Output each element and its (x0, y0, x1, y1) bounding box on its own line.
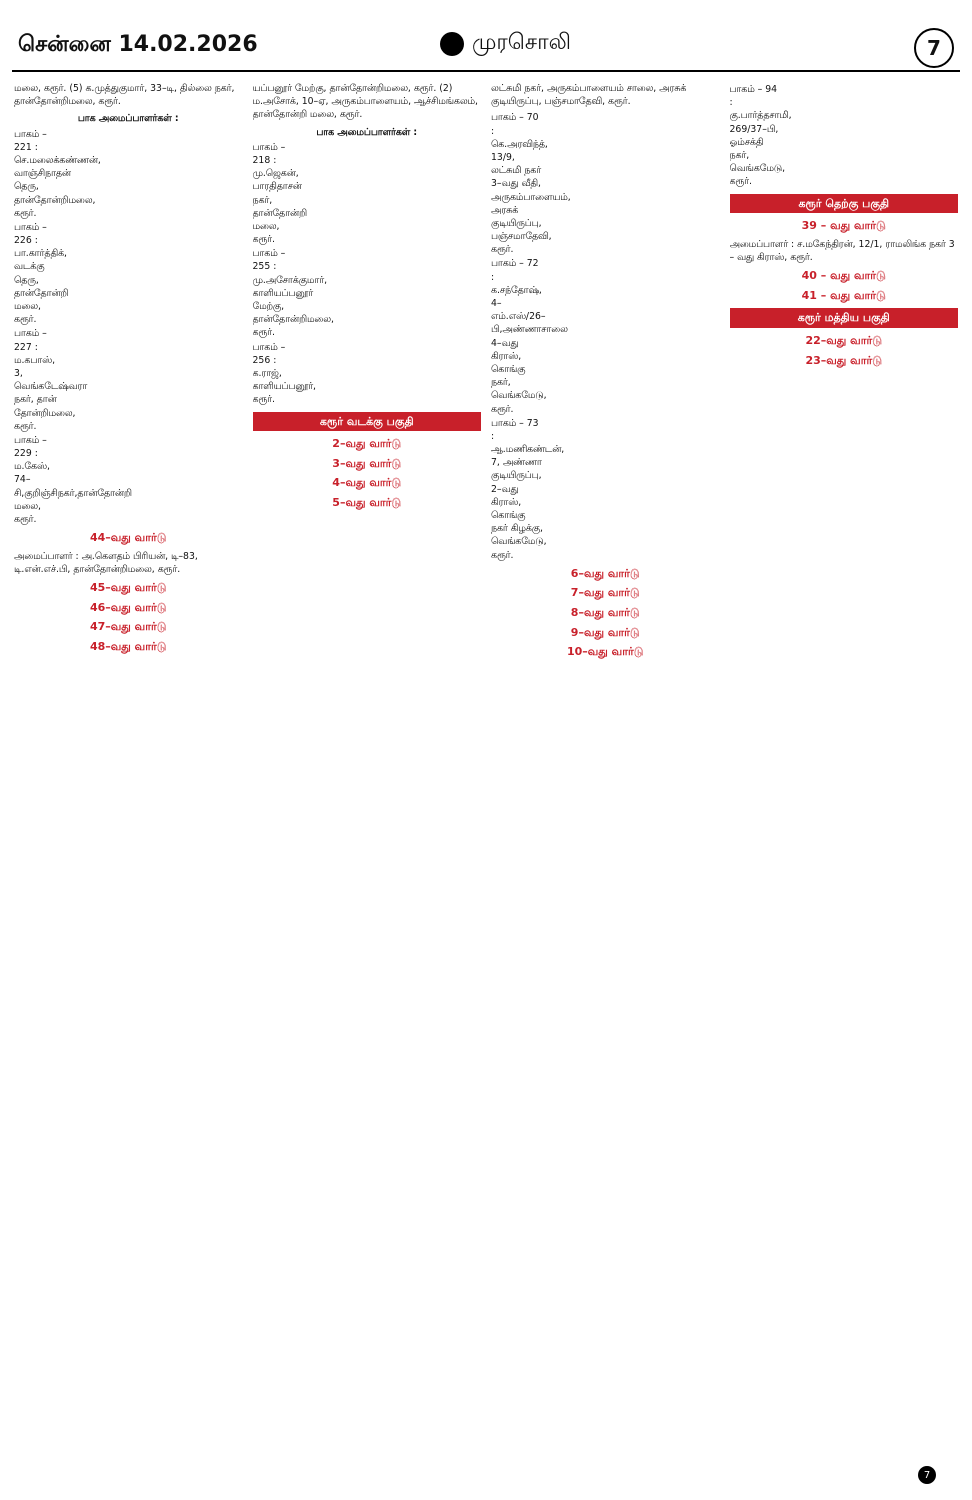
column-3: லட்சுமி நகர், அருகம்பாளையம் சாலை, அரசுக் குடியிருப்பு, பஞ்சமாதேவி, கரூர். பாகம் – 70 : கெ.அரவிந்த், 13/9, லட்சுமி நகர் 3–வது வீதி, அருகம்பாளையம், அரசுக் குடியிருப்பு, பஞ்சமாதேவி, கரூர். பாகம் – 72 : க.சந்தோஷ், 4–எம்.எஸ்/26–பி,அண்ணாசாலை 4–வது கிராஸ், கொங்கு நகர், வெங்கமேடு, கரூர். பாகம் – 73 : ஆ.மணிகண்டன், 7, அண்ணா குடியிருப்பு, 2–வது கிராஸ், கொங்கு நகர் கிழக்கு, வெங்கமேடு, கரூர். 6–வது வார்டு 7–வது வார்டு 8–வது வார்டு 9–வது வார்டு 10–வது வார்டு (491, 83, 687, 659)
sun-logo-icon (440, 32, 464, 56)
masthead-title: முரசொலி (472, 30, 571, 55)
date-line: சென்னை 14.02.2026 (18, 32, 258, 57)
masthead (440, 30, 571, 58)
page-number-badge: 7 (914, 28, 954, 68)
header-rule (12, 70, 960, 72)
column-1: மலை, கரூர். (5) க.முத்துகுமார், 33–டி, தில்லை நகர், தான்தோன்றிமலை, கரூர். பாக அமைப்பாளர்கள் : பாகம் – 221 : செ.மலைக்கண்ணன், வாஞ்சிநாதன் தெரு, தான்தோன்றிமலை, கரூர். பாகம் – 226 : பா.கார்த்திக், வடக்கு தெரு, தான்தோன்றி மலை, கரூர். பாகம் – 227 : ம.கபாஸ், 3, வெங்கடேஷ்வரா நகர், தான் தோன்றிமலை, கரூர். பாகம் – 229 : ம.கேஸ், 74–சி,குறிஞ்சிநகர்,தான்தோன்றி மலை, கரூர். 44–வது வார்டு அமைப்பாளர் : அ.கௌதம் பிரியன், டி–83, டி.என்.எச்.பி, தான்தோன்றிமலை, கரூர். 45–வது வார்டு 46–வது வார்டு 47–வது வார்டு 48–வது வார்டு (14, 83, 235, 653)
columns (14, 82, 958, 1472)
column-2: யப்பனூர் மேற்கு, தான்தோன்றிமலை, கரூர். (2) ம.அசோக், 10–ஏ, அருகம்பாளையம், ஆச்சிமங்கலம், தான்தோன்றி மலை, கரூர். பாக அமைப்பாளர்கள் : பாகம் – 218 : மு.ஜெகன், பாரதிதாசன் நகர், தான்தோன்றி மலை, கரூர். பாகம் – 255 : மு.அசோக்குமார், காளியப்பனூர் மேற்கு, தான்தோன்றிமலை, கரூர். பாகம் – 256 : க.ராஜ், காளியப்பனூர், கரூர். கரூர் வடக்கு பகுதி 2–வது வார்டு 3–வது வார்டு 4–வது வார்டு 5–வது வார்டு (253, 82, 482, 1472)
footer-page-number: 7 (918, 1466, 936, 1484)
page-header (0, 0, 972, 86)
column-4: பாகம் – 94 : கு.பார்த்தசாமி, 269/37–பி, ஓம்சக்தி நகர், வெங்கமேடு, கரூர். கரூர் தெற்கு பகுதி 39 – வது வார்டு அமைப்பாளர் : ச.மகேந்திரன், 12/1, ராமலிங்க நகர் 3 – வது கிராஸ், கரூர். 40 – வது வார்டு 41 – வது வார்டு கரூர் மத்திய பகுதி 22–வது வார்டு 23–வது வார்டு (730, 82, 959, 1472)
